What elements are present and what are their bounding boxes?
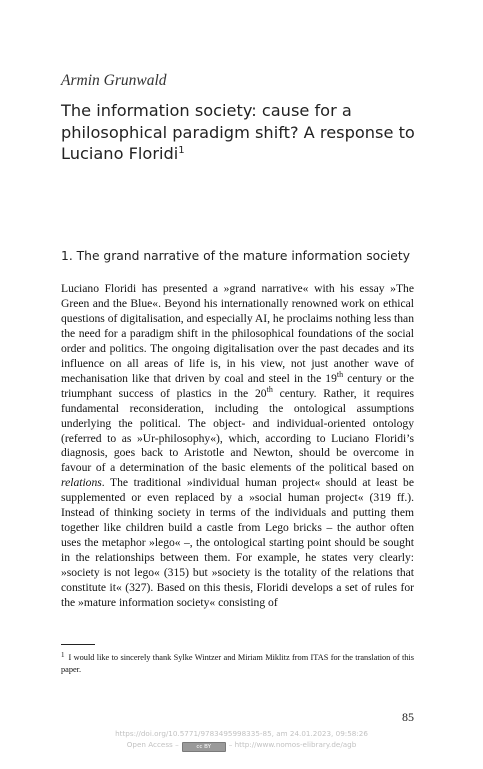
body-paragraph xyxy=(61,282,414,611)
body-text-part-4: . The traditional »individual human project« should at least be supplemented or even replaced by a »social human project« (319 ff.). Instead of thinking society in terms of the individuals and putting them together like children build a castle from Lego bricks – the author often uses the metaphor »lego« –, the ontological starting point should be sought in the relationships between them. For example, he states very clearly: »society is not lego« (315) but »society is the totality of the relations that constitute it« (327). Based on this thesis, Floridi develops a set of rules for the »mature information society« consisting of xyxy=(61,476,414,610)
article-title-text: The information society: cause for a philosophical paradigm shift? A response to Luciano Floridi xyxy=(61,101,415,163)
ordinal-suffix: th xyxy=(266,384,273,394)
author-name: Armin Grunwald xyxy=(61,72,167,89)
footnote-text: I would like to sincerely thank Sylke Wintzer and Miriam Miklitz from ITAS for the translation of this paper. xyxy=(61,653,414,674)
terms-link[interactable]: – http://www.nomos-elibrary.de/agb xyxy=(228,740,357,749)
footnote xyxy=(61,650,414,676)
license-line xyxy=(0,739,483,752)
body-text-part-2: century or the triumphant success of plastics in the 20 xyxy=(61,371,414,400)
emphasis-relations: relations xyxy=(61,476,102,490)
doi-link[interactable]: https://doi.org/10.5771/9783495998335-85, am 24.01.2023, 09:58:26 xyxy=(115,729,368,738)
body-text-part-1: Luciano Floridi has presented a »grand narrative« with his essay »The Green and the Blue«. Beyond his internationally renowned work on ethical questions of digitalisation, and especially AI, he proclaims nothing less than the need for a paradigm shift in the philosophical foundations of the social order and politics. The ongoing digitalisation over the past decades and its influence on all areas of life is, in his view, not just another wave of mechanisation like that driven by coal and steel in the 19 xyxy=(61,282,414,385)
ordinal-suffix: th xyxy=(336,369,344,379)
access-watermark xyxy=(0,728,483,752)
page-number: 85 xyxy=(402,710,414,724)
title-footnote-marker[interactable]: 1 xyxy=(178,145,185,156)
cc-license-icon: cc BY xyxy=(182,742,226,752)
footnote-number: 1 xyxy=(61,651,65,659)
article-title xyxy=(61,100,421,165)
footnote-divider xyxy=(61,644,95,645)
section-heading: 1. The grand narrative of the mature information society xyxy=(61,249,410,263)
open-access-label: Open Access – xyxy=(126,740,179,749)
body-text-part-3: century. Rather, it requires fundamental reconsideration, including the ontological assumptions underlying the political. The object- and individual-oriented ontology (referred to as »Ur-philosophy«), which, according to Luciano Floridi’s diagnosis, goes back to Aristotle and Newton, should be overcome in favour of a determination of the basic elements of the political based on xyxy=(61,386,415,475)
